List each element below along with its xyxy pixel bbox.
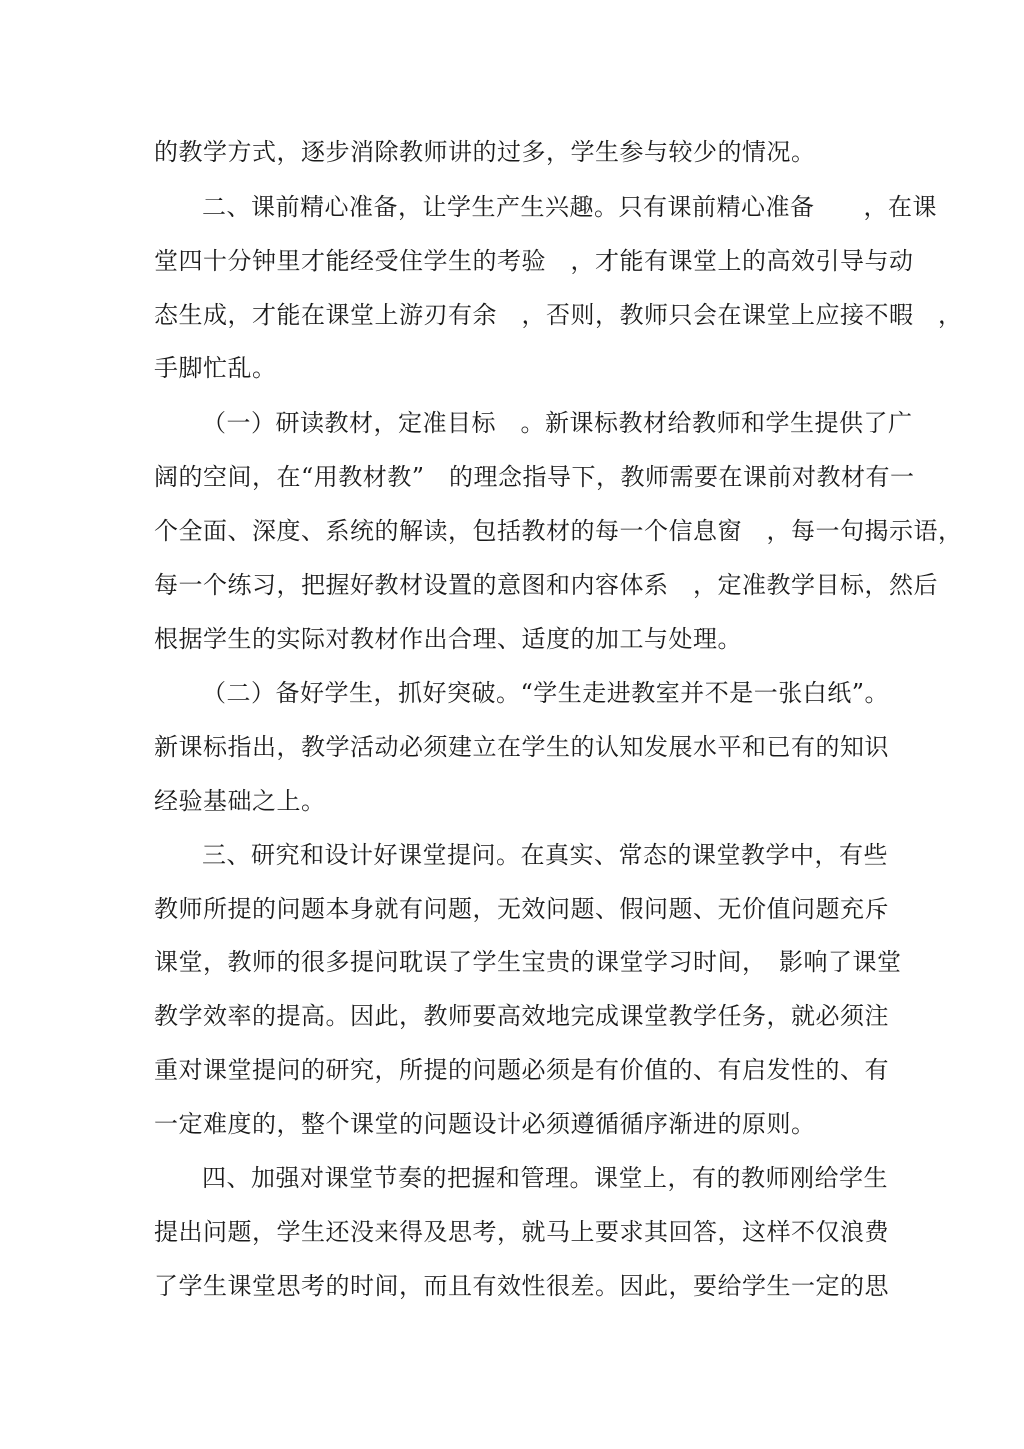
text-line: 根据学生的实际对教材作出合理、适度的加工与处理。 [154,625,742,653]
text-line: 课堂，教师的很多提问耽误了学生宝贵的课堂学习时间， 影响了课堂 [154,948,902,976]
text-line: 个全面、深度、系统的解读，包括教材的每一个信息窗 ，每一句揭示语， [154,517,963,545]
text-line: 每一个练习，把握好教材设置的意图和内容体系 ，定准教学目标，然后 [154,571,938,599]
text-line: （二）备好学生，抓好突破。“学生走进教室并不是一张白纸”。 [202,679,890,707]
text-line: 态生成，才能在课堂上游刃有余 ，否则，教师只会在课堂上应接不暇 ， [154,301,963,329]
text-line: 一定难度的，整个课堂的问题设计必须遵循循序渐进的原则。 [154,1110,816,1138]
text-line: 堂四十分钟里才能经受住学生的考验 ，才能有课堂上的高效引导与动 [154,247,914,275]
text-line: 的教学方式，逐步消除教师讲的过多，学生参与较少的情况。 [154,138,816,166]
text-line: 四、加强对课堂节奏的把握和管理。课堂上，有的教师刚给学生 [202,1164,888,1192]
text-line: 二、课前精心准备，让学生产生兴趣。只有课前精心准备 ，在课 [202,193,937,221]
text-line: 三、研究和设计好课堂提问。在真实、常态的课堂教学中，有些 [202,841,888,869]
text-line: 了学生课堂思考的时间，而且有效性很差。因此，要给学生一定的思 [154,1272,889,1300]
text-line: 教师所提的问题本身就有问题，无效问题、假问题、无价值问题充斥 [154,895,889,923]
text-line: 手脚忙乱。 [154,354,277,382]
text-line: 重对课堂提问的研究，所提的问题必须是有价值的、有启发性的、有 [154,1056,889,1084]
text-line: 新课标指出，教学活动必须建立在学生的认知发展水平和已有的知识 [154,733,889,761]
text-line: 经验基础之上。 [154,787,326,815]
text-line: 提出问题，学生还没来得及思考，就马上要求其回答，这样不仅浪费 [154,1218,889,1246]
text-line: （一）研读教材，定准目标 。新课标教材给教师和学生提供了广 [202,409,913,437]
text-line: 阔的空间，在“用教材教” 的理念指导下，教师需要在课前对教材有一 [154,463,915,491]
text-line: 教学效率的提高。因此，教师要高效地完成课堂教学任务，就必须注 [154,1002,889,1030]
